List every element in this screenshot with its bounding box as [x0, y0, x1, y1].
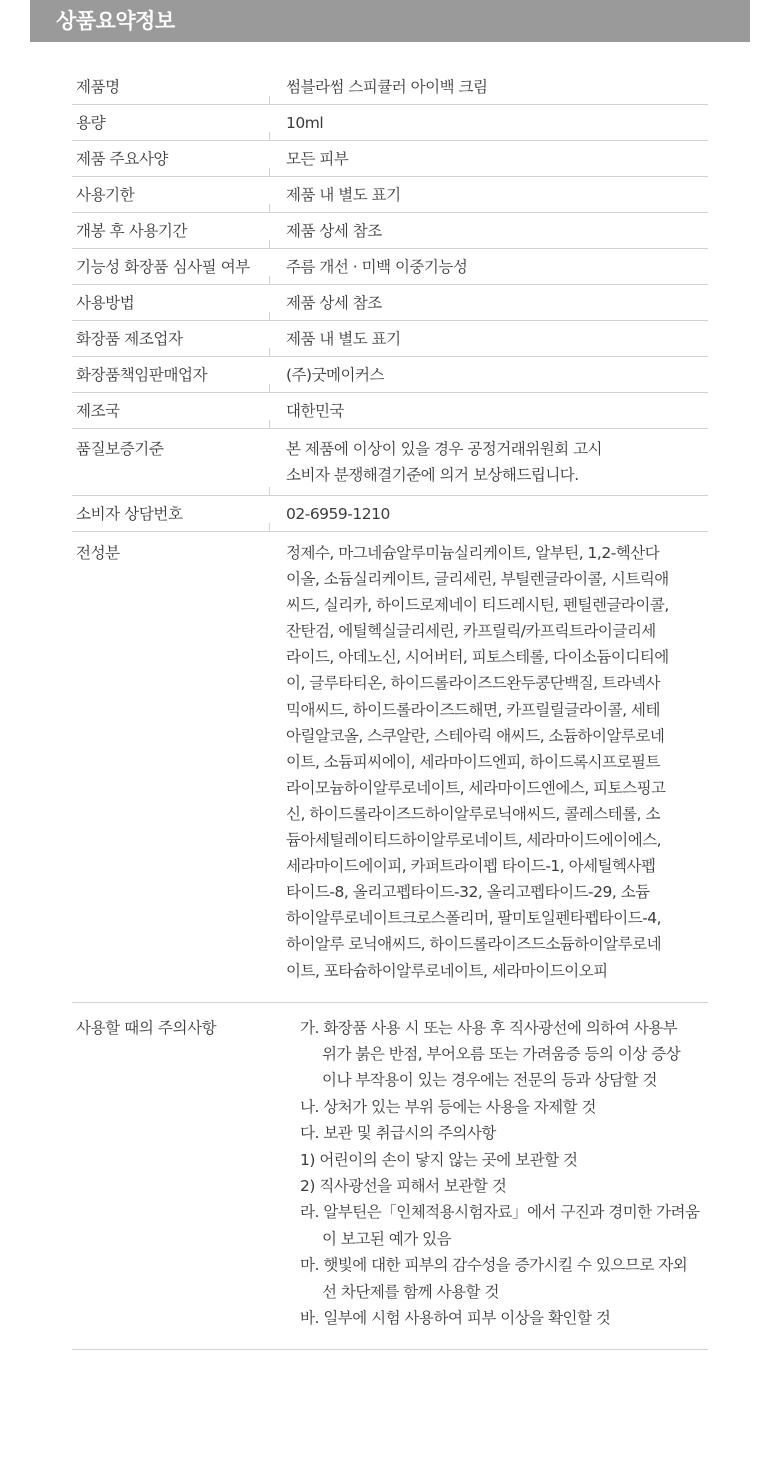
divider-tick	[269, 384, 270, 392]
caution-text: 나. 상처가 있는 부위 등에는 사용을 자제할 것	[300, 1097, 596, 1116]
quality-line: 본 제품에 이상이 있을 경우 공정거래위원회 고시	[286, 440, 603, 458]
row-label: 소비자 상담번호	[76, 504, 183, 523]
info-row-expiry	[72, 177, 708, 213]
info-row-functional-review	[72, 249, 708, 285]
info-row-product-name	[72, 69, 708, 105]
caution-text: 다. 보관 및 취급시의 주의사항	[300, 1124, 496, 1143]
divider-tick	[269, 523, 270, 531]
section-title: 상품요약정보	[56, 9, 175, 33]
row-value: (주)굿메이커스	[286, 365, 384, 384]
caution-item	[300, 1094, 708, 1120]
info-row-contact	[72, 496, 708, 532]
row-label: 사용방법	[76, 293, 135, 312]
divider-tick	[269, 348, 270, 356]
cautions-list	[286, 1015, 708, 1332]
row-value: 제품 상세 참조	[286, 221, 382, 240]
caution-item	[300, 1120, 708, 1146]
caution-continuation: 이나 부작용이 있는 경우에는 전문의 등과 상담할 것	[322, 1071, 657, 1090]
row-label: 전성분	[76, 544, 120, 562]
divider-tick	[269, 204, 270, 212]
info-row-manufacturer	[72, 321, 708, 357]
divider-tick	[269, 420, 270, 428]
row-value: 제품 상세 참조	[286, 293, 382, 312]
row-label: 제품명	[76, 77, 120, 96]
divider-tick	[269, 96, 270, 104]
row-label: 기능성 화장품 심사필 여부	[76, 257, 250, 276]
caution-text: 라. 알부틴은「인체적용시험자료」에서 구진과 경미한 가려움	[300, 1203, 700, 1222]
divider-tick	[269, 168, 270, 176]
divider-tick	[269, 312, 270, 320]
caution-item	[300, 1199, 708, 1252]
caution-item	[300, 1305, 708, 1331]
ingredients-text: 정제수, 마그네슘알루미늄실리케이트, 알부틴, 1,2-헥산다 이올, 소듐실리케이트, 글리세린, 부틸렌글라이콜, 시트릭애 씨드, 실리카, 하이드로제네이 티드레시틴, 펜틸렌글라이콜, 잔탄검, 에틸헥실글리세린, 카프릴릭/카프릭트라이글리세 라이드, 아데노신, 시어버터, 피토스테롤, 다이소듐이디티에 이, 글루타티온, 하이드롤라이즈드완두콩단백질, 트라넥사 믹애씨드, 하이드롤라이즈드해면, 카프릴릴글라이콜, 세테 아릴알코올, 스쿠알란, 스테아릭 애씨드, 소듐하이알루로네 이트, 소듐피씨에이, 세라마이드엔피, 하이드록시프로필트 라이모늄하이알루로네이트, 세라마이드엔에스, 피토스핑고 신, 하이드롤라이즈드하이알루로닉애씨드, 콜레스테롤, 소 듐아세틸레이티드하이알루로네이트, 세라마이드에이에스, 세라마이드에이피, 카퍼트라이펩 타이드-1, 아세틸헥사펩 타이드-8, 올리고펩타이드-32, 올리고펩타이드-29, 소듐 하이알루로네이트크로스폴리머, 팔미토일펜타펩타이드-4, 하이알루 로닉애씨드, 하이드롤라이즈드소듐하이알루로네 이트, 포타슘하이알루로네이트, 세라마이드이오피	[286, 544, 669, 980]
divider-tick	[269, 276, 270, 284]
caution-continuation: 선 차단제를 함께 사용할 것	[322, 1282, 499, 1301]
info-row-after-opening	[72, 213, 708, 249]
row-value: 썸블라썸 스피큘러 아이백 크림	[286, 77, 488, 96]
caution-item	[300, 1147, 708, 1173]
info-row-cautions	[72, 1003, 708, 1351]
row-value: 대한민국	[286, 401, 344, 420]
info-row-ingredients	[72, 532, 708, 1003]
row-value: 모든 피부	[286, 149, 349, 168]
caution-text: 2) 직사광선을 피해서 보관할 것	[300, 1177, 507, 1196]
row-label: 개봉 후 사용기간	[76, 221, 188, 240]
info-row-seller	[72, 357, 708, 393]
info-row-volume	[72, 105, 708, 141]
row-label: 화장품책임판매업자	[76, 365, 208, 384]
contact-phone: 02-6959-1210	[286, 504, 390, 523]
caution-item	[300, 1173, 708, 1199]
row-label: 사용할 때의 주의사항	[76, 1018, 217, 1037]
row-label: 화장품 제조업자	[76, 329, 183, 348]
info-row-country	[72, 393, 708, 429]
row-value	[272, 436, 708, 488]
product-info-table	[72, 69, 708, 1350]
caution-text: 1) 어린이의 손이 닿지 않는 곳에 보관할 것	[300, 1150, 578, 1169]
section-header	[30, 0, 750, 42]
quality-line: 소비자 분쟁해결기준에 의거 보상해드립니다.	[286, 466, 579, 484]
row-value: 제품 내 별도 표기	[286, 329, 401, 348]
row-label: 사용기한	[76, 185, 135, 204]
info-row-quality	[72, 429, 708, 496]
row-label: 제조국	[76, 401, 120, 420]
caution-continuation: 이 보고된 예가 있음	[322, 1229, 452, 1248]
caution-text: 마. 햇빛에 대한 피부의 감수성을 증가시킬 수 있으므로 자외	[300, 1256, 688, 1275]
row-value: 10ml	[286, 113, 324, 132]
row-value: 제품 내 별도 표기	[286, 185, 401, 204]
row-value: 주름 개선 · 미백 이중기능성	[286, 257, 468, 276]
caution-text: 바. 일부에 시험 사용하여 피부 이상을 확인할 것	[300, 1309, 611, 1328]
caution-item	[300, 1015, 708, 1094]
divider-tick	[269, 240, 270, 248]
caution-text: 가. 화장품 사용 시 또는 사용 후 직사광선에 의하여 사용부	[300, 1018, 678, 1037]
info-row-main-spec	[72, 141, 708, 177]
info-row-usage	[72, 285, 708, 321]
divider-tick	[269, 487, 270, 495]
caution-item	[300, 1252, 708, 1305]
divider-tick	[269, 132, 270, 140]
row-label: 품질보증기준	[76, 440, 164, 458]
row-label: 제품 주요사양	[76, 149, 168, 168]
caution-continuation: 위가 붉은 반점, 부어오름 또는 가려움증 등의 이상 증상	[322, 1045, 681, 1063]
row-label: 용량	[76, 113, 106, 132]
cautions-list-wrap	[272, 1015, 708, 1332]
